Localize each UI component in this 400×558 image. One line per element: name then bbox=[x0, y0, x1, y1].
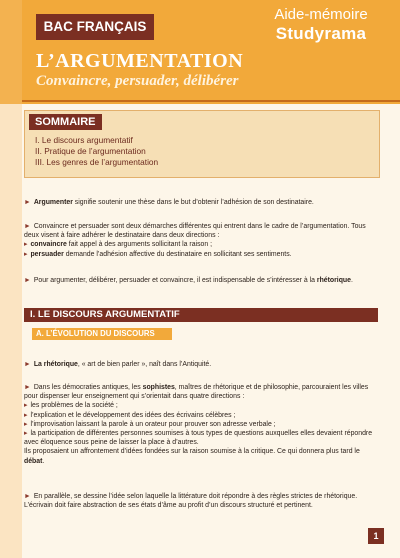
term: rhétorique bbox=[316, 277, 351, 284]
list-item bbox=[24, 401, 376, 410]
section-paragraph-3 bbox=[24, 492, 376, 510]
list-item bbox=[24, 420, 376, 429]
bullet-icon: ► bbox=[24, 199, 31, 206]
left-margin-strip bbox=[0, 0, 22, 558]
bullet-icon: ▸ bbox=[24, 402, 28, 410]
bullet-icon: ► bbox=[24, 223, 31, 230]
paragraph-text: Convaincre et persuader sont deux démarches différentes qui entrent dans le cadre de l’argumentation. Tous deux visent à faire adhérer le destinataire dans deux directions : bbox=[24, 223, 366, 240]
paragraph-text: , « art de bien parler », naît dans l’Antiquité. bbox=[77, 361, 212, 368]
page-number: 1 bbox=[368, 528, 384, 544]
list-item bbox=[24, 429, 376, 447]
paragraph-text: Ils proposaient un affrontement d’idées fondées sur la raison soumise à la critique. Ce qui donnera plus tard le bbox=[24, 448, 360, 456]
section-heading: I. LE DISCOURS ARGUMENTATIF bbox=[24, 308, 378, 322]
header-divider bbox=[22, 100, 400, 102]
subject-tag: BAC FRANÇAIS bbox=[36, 14, 154, 40]
term: Argumenter bbox=[33, 199, 73, 206]
sommaire-item: I. Le discours argumentatif bbox=[35, 135, 133, 145]
paragraph-text: Dans les démocraties antiques, les bbox=[33, 384, 143, 391]
brand-block bbox=[260, 6, 382, 44]
bullet-icon: ▸ bbox=[24, 250, 28, 258]
intro-paragraph-2 bbox=[24, 222, 376, 259]
term: convaincre bbox=[30, 241, 67, 249]
sommaire-item: III. Les genres de l’argumentation bbox=[35, 157, 159, 167]
bullet-icon: ► bbox=[24, 277, 31, 284]
page-subtitle: Convaincre, persuader, délibérer bbox=[36, 73, 239, 89]
list-item-text: demande l’adhésion affective du destinataire en sollicitant ses sentiments. bbox=[63, 250, 292, 258]
term: sophistes bbox=[142, 384, 175, 391]
brand-logo: Studyrama bbox=[275, 24, 367, 43]
term: La rhétorique bbox=[33, 361, 78, 368]
bullet-icon: ▸ bbox=[24, 411, 28, 419]
paragraph-text: En parallèle, se dessine l’idée selon laquelle la littérature doit répondre à des règles strictes de rhétorique. L’écrivain doit faire abstraction de ses états d’âme au profit d’un discours structuré et pertinent. bbox=[24, 493, 358, 510]
list-item-text: fait appel à des arguments sollicitant la raison ; bbox=[66, 241, 213, 249]
paragraph-text: , maîtres de rhétorique et de philosophie, parcouraient les villes pour dispenser leur enseignement qui s’orientait dans quatre directions : bbox=[24, 384, 369, 401]
bullet-icon: ► bbox=[24, 493, 31, 500]
intro-paragraph-1 bbox=[24, 198, 376, 207]
section-paragraph-2 bbox=[24, 383, 376, 466]
bullet-icon: ▸ bbox=[24, 241, 28, 249]
list-item-text: la participation de différentes personnes soumises à tous types de questions auxquelles elles devaient répondre avec éloquence sous peine de laisser la place à d’autres. bbox=[24, 430, 373, 447]
section-paragraph-1 bbox=[24, 360, 376, 369]
subsection-heading: A. L’ÉVOLUTION DU DISCOURS bbox=[32, 328, 172, 340]
list-item bbox=[24, 411, 376, 420]
list-item-text: l’improvisation laissant la parole à un orateur pour prouver son adresse verbale ; bbox=[30, 420, 276, 428]
list-item-text: les problèmes de la société ; bbox=[30, 402, 118, 410]
term: persuader bbox=[30, 250, 64, 258]
list-item bbox=[24, 240, 376, 249]
paragraph-lead bbox=[24, 383, 376, 401]
term: débat bbox=[24, 457, 43, 465]
paragraph-text: signifie soutenir une thèse dans le but d’obtenir l’adhésion de son destinataire. bbox=[72, 199, 314, 206]
bullet-icon: ► bbox=[24, 361, 31, 368]
intro-paragraph-3 bbox=[24, 276, 376, 285]
sommaire-item: II. Pratique de l’argumentation bbox=[35, 146, 146, 156]
sommaire-list bbox=[35, 135, 158, 168]
page-title: L’ARGUMENTATION bbox=[36, 50, 244, 72]
sommaire-box bbox=[24, 110, 380, 178]
title-block bbox=[36, 50, 243, 90]
bullet-icon: ► bbox=[24, 384, 31, 391]
punctuation: . bbox=[42, 457, 45, 465]
paragraph-lead bbox=[24, 222, 376, 240]
list-item-text: l’explication et le développement des idées des écrivains célèbres ; bbox=[30, 411, 236, 419]
list-item bbox=[24, 250, 376, 259]
brand-series: Aide-mémoire bbox=[274, 6, 368, 23]
paragraph-text: Pour argumenter, délibérer, persuader et convaincre, il est indispensable de s’intéresser à la bbox=[33, 277, 317, 284]
bullet-icon: ▸ bbox=[24, 420, 28, 428]
sommaire-heading: SOMMAIRE bbox=[29, 114, 102, 130]
bullet-icon: ▸ bbox=[24, 430, 28, 438]
paragraph-close bbox=[24, 447, 376, 465]
punctuation: . bbox=[350, 277, 353, 284]
